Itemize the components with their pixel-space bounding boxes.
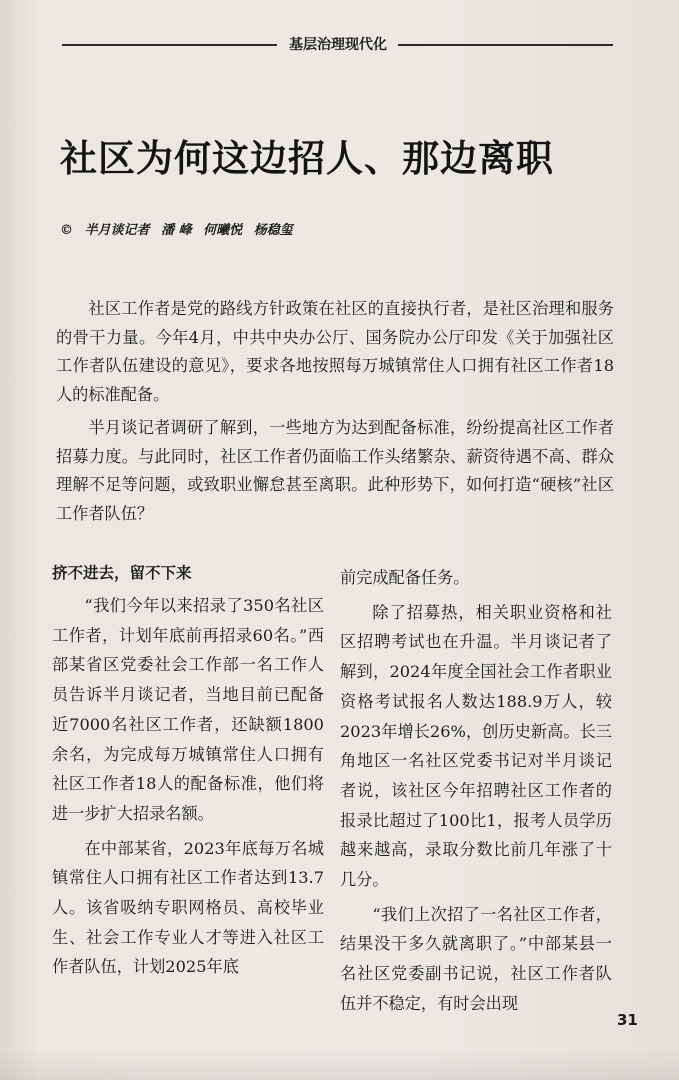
body-paragraph-continuation: 前完成配备任务。 [340,568,470,587]
section-header: 基层治理现代化 [289,37,387,53]
intro-paragraph: 半月谈记者调研了解到，一些地方为达到配备标准，纷纷提高社区工作者招募力度。与此同时，社区工作者仍面临工作头绪繁杂、薪资待遇不高、群众理解不足等问题，或致职业懈怠甚至离职。此种形势下，如何打造“硬核”社区工作者队伍？ [56,418,614,523]
body-paragraph: 在中部某省，2023年底每万名城镇常住人口拥有社区工作者达到13.7人。该省吸纳专职网格员、高校毕业生、社会工作专业人才等进入社区工作者队伍，计划2025年底 [52,838,324,977]
intro-paragraph: 社区工作者是党的路线方针政策在社区的直接执行者，是社区治理和服务的骨干力量。今年4月，中共中央办公厅、国务院办公厅印发《关于加强社区工作者队伍建设的意见》，要求各地按照每万城镇常住人口拥有社区工作者18人的标准配备。 [56,299,614,404]
body-paragraph: 除了招募热，相关职业资格和社区招聘考试也在升温。半月谈记者了解到，2024年度全国社会工作者职业资格考试报名人数达188.9万人，较2023年增长26%，创历史新高。长三角地区一名社区党委书记对半月谈记者说，该社区今年招聘社区工作者的报录比超过了100比1，报考人员学历越来越高，录取分数比前几年涨了十几分。 [340,602,612,890]
byline-outlet: 半月谈记者 [84,223,150,238]
section-heading: 挤不进去，留不下来 [52,564,192,582]
byline-author: 潘 峰 [161,223,192,238]
page-edge-shadow [0,1048,679,1080]
body-paragraph: “我们上次招了一名社区工作者，结果没干多久就离职了。”中部某县一名社区党委副书记说，社区工作者队伍并不稳定，有时会出现 [340,904,612,1013]
article-intro [56,295,614,533]
page-number: 31 [617,1011,638,1029]
byline [60,219,300,238]
header-rule-left [62,44,277,46]
left-column [52,559,324,987]
copyright-symbol: © [60,223,73,238]
right-column [340,563,612,1024]
byline-author: 何曦悦 [203,223,243,238]
header-rule-right [398,44,613,46]
byline-author: 杨稳玺 [253,223,293,238]
article-title: 社区为何这边招人、那边离职 [60,137,554,180]
body-paragraph: “我们今年以来招录了350名社区工作者，计划年底前再招录60名。”西部某省区党委社会工作部一名工作人员告诉半月谈记者，当地目前已配备近7000名社区工作者，还缺额1800余名，为完成每万城镇常住人口拥有社区工作者18人的配备标准，他们将进一步扩大招录名额。 [52,596,324,823]
